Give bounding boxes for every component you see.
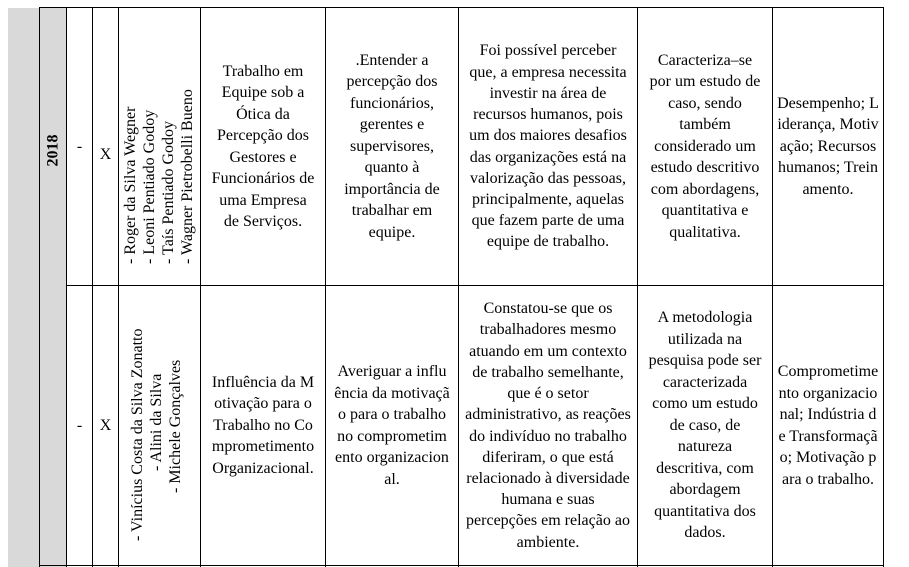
result-text: Foi possível perceber que, a empresa necessita investir na área de recursos humanos, pois um dos maiores desafios das organizações está na valorização das pessoas, principalmente, aquelas que fazem parte de uma equipe de trabalho. bbox=[469, 42, 627, 251]
year-label: 2018 bbox=[44, 134, 62, 167]
author-name: - Vinícius Costa da Silva Zonatto bbox=[129, 328, 146, 541]
grid-line-bottom bbox=[39, 565, 884, 566]
result-cell bbox=[459, 8, 637, 285]
dash-cell: - bbox=[76, 416, 83, 434]
objective-text: Averiguar a influência da motivação para o trabalho no comprometimento organizacional. bbox=[334, 363, 450, 488]
authors-cell bbox=[119, 8, 200, 285]
objective-cell bbox=[326, 8, 458, 285]
method-text: Caracteriza–se por um estudo de caso, sendo também considerado um estudo descritivo com abordagens, quantitativa e qualitativa. bbox=[649, 51, 761, 241]
keywords-text: Comprometimento organizacional; Indústria de Transformação; Motivação para o trabalho. bbox=[777, 363, 879, 488]
title-text: Influência da Motivação para o Trabalho no Comprometimento Organizacional. bbox=[211, 373, 315, 477]
objective-cell bbox=[326, 286, 458, 565]
result-cell bbox=[459, 286, 637, 565]
author-name: - Alini da Silva bbox=[148, 373, 165, 471]
result-text: Constatou-se que os trabalhadores mesmo atuando em um contexto de trabalho semelhante, que é o setor administrativo, as reações do indivíduo no trabalho diferiram, o que está relacionado à diversidade humana e suas percepções em relação ao ambiente. bbox=[465, 300, 631, 551]
dash-cell: - bbox=[76, 137, 83, 155]
keywords-text: Desempenho; Liderança, Motivação; Recursos humanos; Treinamento. bbox=[777, 94, 879, 198]
author-name: - Michele Gonçalves bbox=[167, 359, 184, 493]
author-name: - Wagner Pietrobelli Bueno bbox=[179, 89, 196, 264]
method-cell bbox=[638, 286, 772, 565]
title-text: Trabalho em Equipe sob a Ótica da Percepção dos Gestores e Funcionários de uma Empresa de Serviços. bbox=[211, 62, 315, 230]
grid-line-v9 bbox=[883, 7, 884, 567]
shaded-column bbox=[8, 8, 39, 567]
title-cell bbox=[201, 286, 325, 565]
author-name: - Roger da Silva Wegner bbox=[122, 106, 139, 264]
authors-cell bbox=[119, 286, 200, 565]
authors-list bbox=[128, 287, 192, 549]
author-name: - Taís Pentiado Godoy bbox=[160, 120, 177, 264]
method-cell bbox=[638, 8, 772, 285]
authors-list bbox=[121, 28, 200, 268]
method-text: A metodologia utilizada na pesquisa pode ser caracterizada como um estudo de caso, de natureza descritiva, com abordagem quantitativa dos dados. bbox=[648, 309, 762, 542]
year-cell bbox=[39, 8, 67, 285]
author-name: - Leoni Pentiado Godoy bbox=[141, 109, 158, 264]
title-cell bbox=[201, 8, 325, 285]
objective-text: .Entender a percepção dos funcionários, gerentes e supervisores, quanto à importância de trabalhar em equipe. bbox=[344, 51, 440, 241]
mark-cell: X bbox=[99, 145, 112, 163]
mark-cell: X bbox=[99, 416, 112, 434]
keywords-cell bbox=[773, 286, 883, 565]
keywords-cell bbox=[773, 8, 883, 285]
